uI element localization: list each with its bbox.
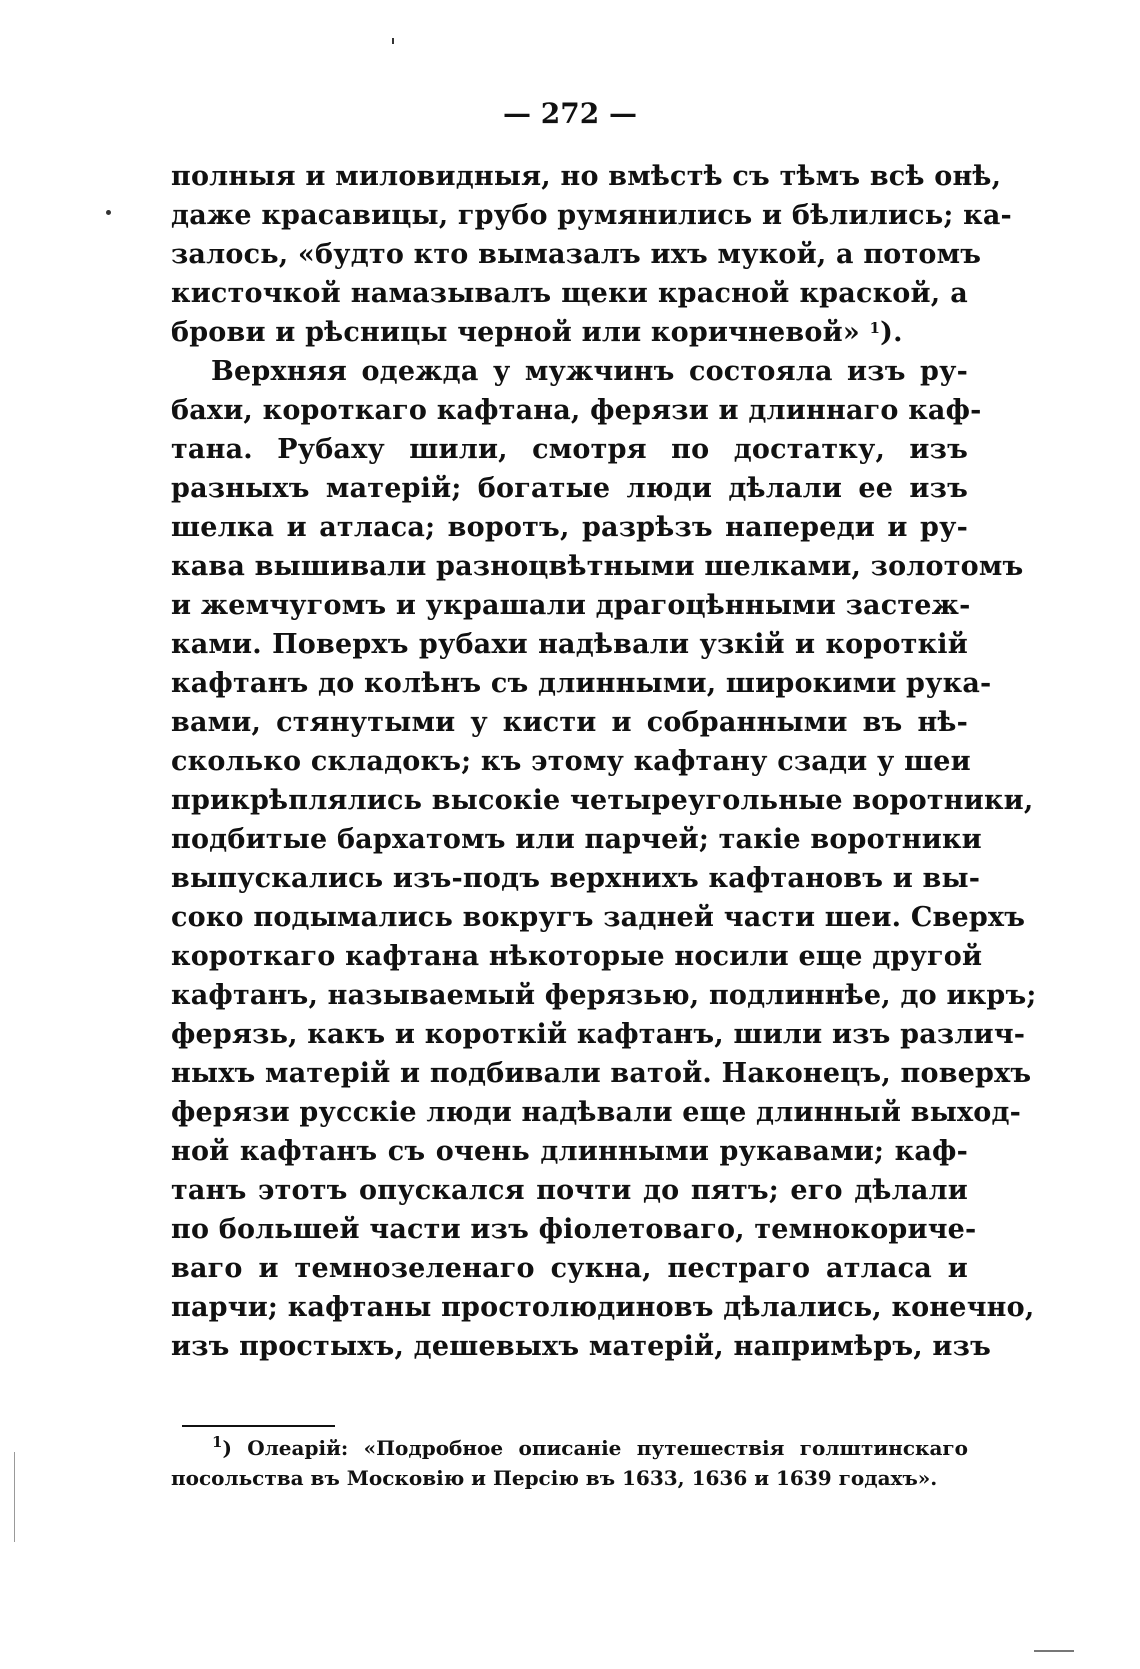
text-line: выпускались изъ-подъ верхнихъ кафтановъ и вы-: [171, 863, 981, 894]
footnote-mark: 1: [212, 1433, 223, 1451]
text-line: сколько складокъ; къ этому кафтану сзади у шеи: [171, 746, 971, 777]
text-line: кисточкой намазывалъ щеки красной краской, а: [171, 278, 968, 309]
text-line: залось, «будто кто вымазалъ ихъ мукой, а потомъ: [171, 239, 982, 270]
text-line: короткаго кафтана нѣкоторые носили еще другой: [171, 941, 983, 972]
text-line: танъ этотъ опускался почти до пятъ; его дѣлали: [171, 1175, 968, 1206]
text-line: ферязи русскіе люди надѣвали еще длинный выход-: [171, 1097, 1022, 1128]
text-line: тана. Рубаху шили, смотря по достатку, изъ: [171, 434, 968, 465]
text-line: ками. Поверхъ рубахи надѣвали узкій и короткій: [171, 629, 968, 660]
text-line: прикрѣплялись высокіе четыреугольные воротники,: [171, 785, 1034, 816]
text-line: ваго и темнозеленаго сукна, пестраго атласа и: [171, 1253, 968, 1284]
text-line: соко подымались вокругъ задней части шеи. Сверхъ: [171, 902, 1026, 933]
scan-edge-line: [14, 1452, 15, 1542]
footnote-text: ) Олеарій: «Подробное описаніе путешествія голштинскаго: [222, 1436, 968, 1460]
text-line: подбитые бархатомъ или парчей; такіе воротники: [171, 824, 982, 855]
scan-speck: [392, 38, 394, 44]
text-line-body: брови и рѣсницы черной или коричневой»: [171, 317, 860, 348]
text-line: парчи; кафтаны простолюдиновъ дѣлались, конечно,: [171, 1292, 1035, 1323]
text-line-last: [171, 316, 968, 350]
text-line: ныхъ матерій и подбивали ватой. Наконецъ, поверхъ: [171, 1058, 1032, 1089]
text-line: шелка и атласа; воротъ, разрѣзъ напереди и ру-: [171, 512, 968, 543]
scan-speck: [106, 210, 111, 215]
text-line: полныя и миловидныя, но вмѣстѣ съ тѣмъ всѣ онѣ,: [171, 161, 1002, 192]
text-line: разныхъ матерій; богатые люди дѣлали ее изъ: [171, 473, 968, 504]
text-line: кава вышивали разноцвѣтными шелками, золотомъ: [171, 551, 1024, 582]
text-line: даже красавицы, грубо румянились и бѣлились; ка-: [171, 200, 1012, 231]
text-line: кафтанъ, называемый ферязью, подлиннѣе, до икръ;: [171, 980, 1037, 1011]
text-line: изъ простыхъ, дешевыхъ матерій, напримѣръ, изъ: [171, 1331, 992, 1362]
text-line: ной кафтанъ съ очень длинными рукавами; каф-: [171, 1136, 968, 1167]
text-line: бахи, короткаго кафтана, ферязи и длиннаго каф-: [171, 395, 982, 426]
text-line: кафтанъ до колѣнъ съ длинными, широкими рука-: [171, 668, 992, 699]
text-line: по большей части изъ фіолетоваго, темнокориче-: [171, 1214, 977, 1245]
scan-edge-mark: [1034, 1650, 1074, 1652]
footnote-ref-mark: 1: [869, 319, 881, 337]
footnote-divider: [182, 1425, 335, 1427]
text-line: ферязь, какъ и короткій кафтанъ, шили изъ различ-: [171, 1019, 1026, 1050]
footnote-ref-tail: ).: [880, 317, 903, 348]
text-line: вами, стянутыми у кисти и собранными въ нѣ-: [171, 707, 968, 738]
page-number: — 272 —: [503, 97, 637, 130]
text-line: и жемчугомъ и украшали драгоцѣнными застеж-: [171, 590, 971, 621]
footnote-line: [212, 1435, 968, 1461]
footnote-line: посольства въ Московію и Персію въ 1633, 1636 и 1639 годахъ».: [171, 1466, 938, 1490]
text-line: Верхняя одежда у мужчинъ состояла изъ ру-: [211, 356, 968, 387]
